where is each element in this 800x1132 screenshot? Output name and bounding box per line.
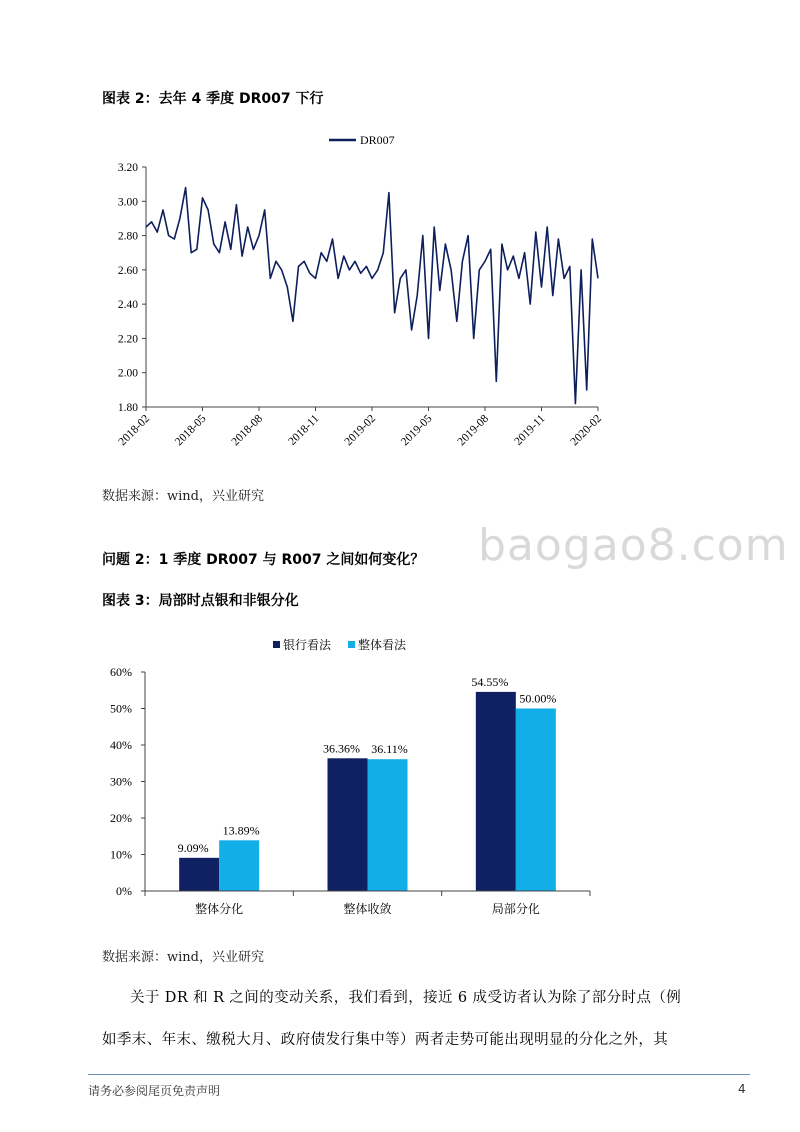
y-tick-label: 2.20 [117,333,138,346]
y-tick-label: 1.80 [117,402,138,414]
y-tick-label: 2.40 [117,299,138,312]
x-axis [117,407,605,448]
x-axis [145,891,590,916]
x-tick-label: 2020-02 [568,412,605,449]
y-tick-label: 2.00 [117,367,138,380]
bank-vs-nonbank-bar-chart [88,625,608,930]
data-label: 36.11% [371,742,408,757]
y-tick-label: 3.20 [117,162,138,174]
y-tick-label: 30% [110,774,132,789]
y-tick-label: 10% [110,847,132,862]
x-tick-label: 2019-02 [342,412,379,449]
bar [219,840,259,891]
bar [516,709,556,892]
figure-2-title: 图表 2：去年 4 季度 DR007 下行 [102,91,324,107]
y-tick-label: 20% [110,811,132,825]
y-tick-label: 0% [116,884,132,898]
legend-swatch [273,641,280,648]
x-tick-label: 2018-08 [229,412,266,449]
bar [476,692,516,891]
x-tick-label: 2018-05 [173,412,209,449]
dr007-line-chart [88,125,628,470]
x-category-label: 整体收敛 [343,902,392,916]
footer-divider [88,1074,750,1075]
paragraph-line-1: 关于 DR 和 R 之间的变动关系，我们看到，接近 6 成受访者认为除了部分时点（例 [130,990,682,1006]
data-label: 50.00% [519,691,557,706]
footer-disclaimer: 请务必参阅尾页免责声明 [88,1084,221,1098]
x-tick-label: 2018-02 [116,412,153,449]
legend-label: 整体看法 [358,638,407,652]
figure-2-source: 数据来源：wind，兴业研究 [102,489,264,504]
bars [178,675,557,891]
legend-label-dr007: DR007 [360,133,395,147]
legend-label: 银行看法 [283,638,332,652]
page-number: 4 [738,1082,746,1096]
figure-3-source: 数据来源：wind，兴业研究 [102,950,264,965]
data-label: 36.36% [323,741,360,756]
series-line-dr007 [146,188,598,404]
question-heading: 问题 2：1 季度 DR007 与 R007 之间如何变化？ [102,552,425,568]
watermark: baogao8.com [478,520,789,571]
x-tick-label: 2019-08 [455,412,492,449]
y-axis [110,665,145,898]
y-tick-label: 2.80 [117,230,138,243]
figure-3-title: 图表 3：局部时点银和非银分化 [102,593,299,609]
data-label: 13.89% [222,823,260,838]
x-category-label: 整体分化 [195,902,244,916]
y-axis [118,162,146,414]
x-category-label: 局部分化 [491,902,540,916]
paragraph-line-2: 如季末、年末、缴税大月、政府债发行集中等）两者走势可能出现明显的分化之外，其 [102,1032,669,1048]
y-tick-label: 50% [110,701,132,716]
chart-legend [273,637,407,652]
y-tick-label: 60% [110,665,132,679]
series [146,188,598,404]
data-label: 54.55% [471,674,509,689]
y-tick-label: 2.60 [117,264,138,277]
bar [179,858,219,891]
x-tick-label: 2019-05 [399,412,435,449]
bar [368,759,408,891]
bar [328,758,368,891]
chart-legend [329,133,395,147]
data-label: 9.09% [177,840,209,855]
x-tick-label: 2018-11 [286,412,322,448]
legend-swatch [348,641,355,648]
y-tick-label: 40% [110,738,132,752]
y-tick-label: 3.00 [117,196,138,209]
x-tick-label: 2019-11 [512,412,548,448]
